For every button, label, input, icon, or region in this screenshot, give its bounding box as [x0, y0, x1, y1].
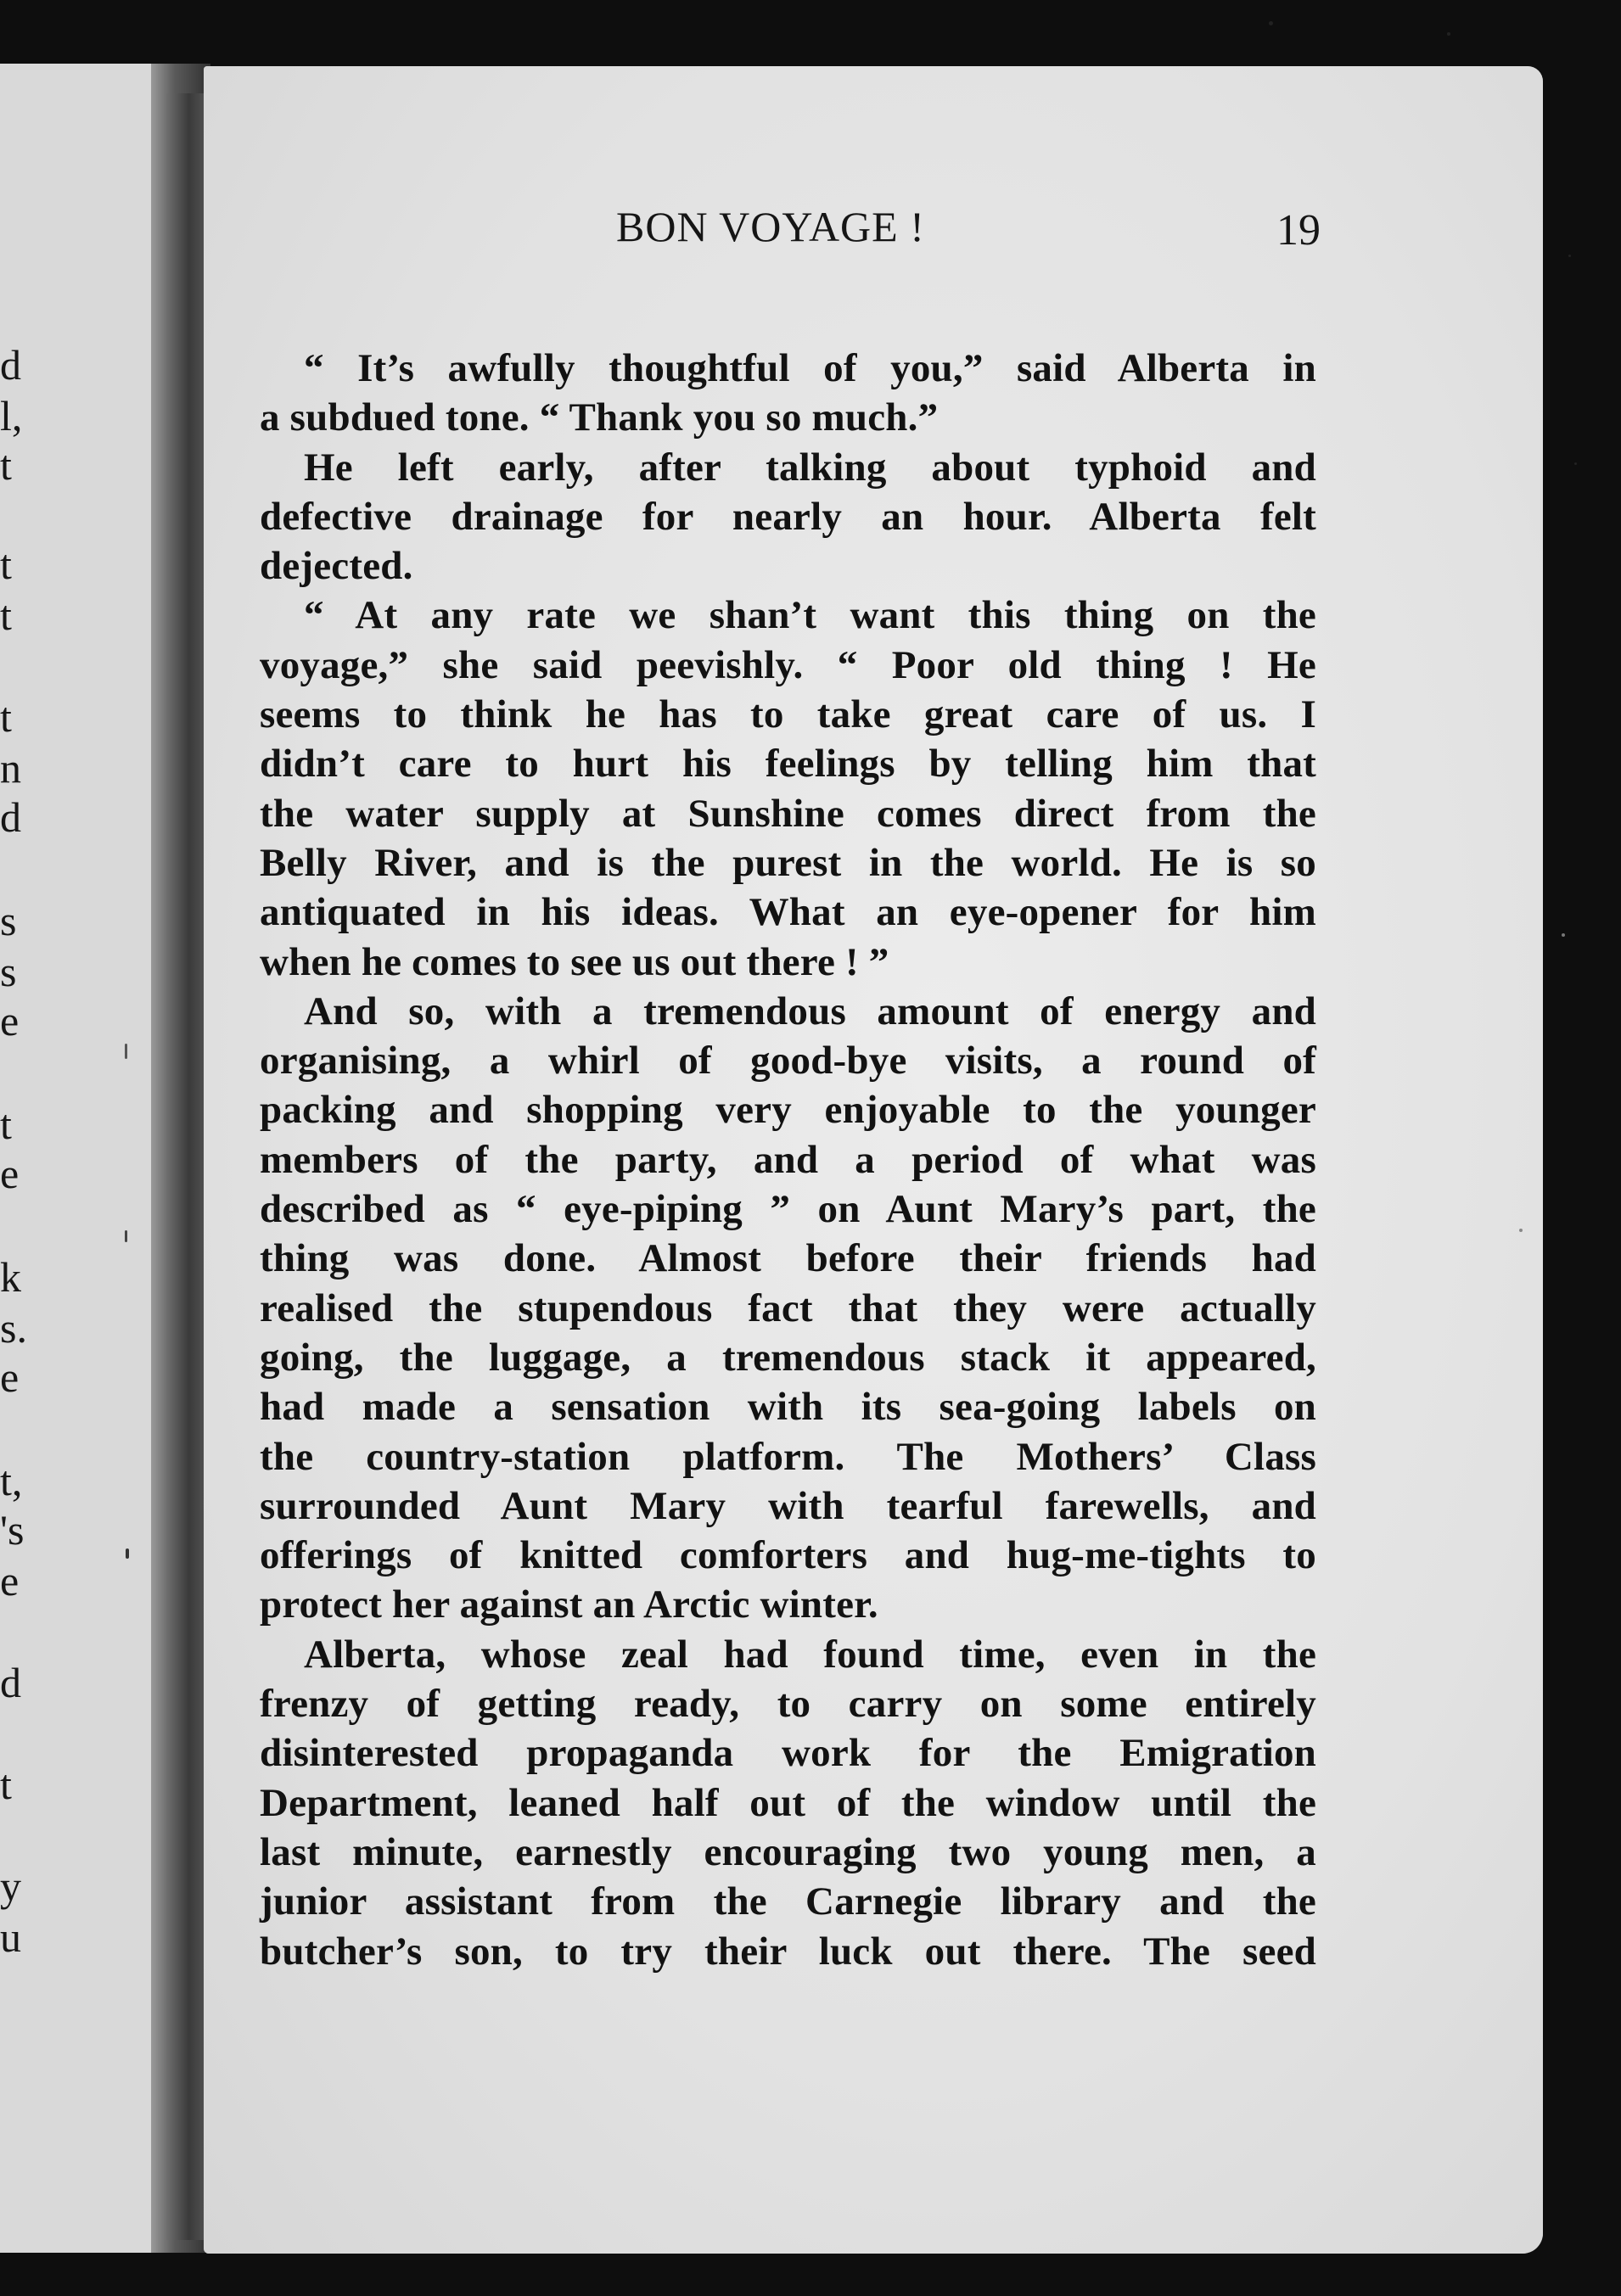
text-line: He left early, after talking about typhoid and — [304, 445, 1316, 490]
left-fragment: t — [0, 1761, 12, 1808]
text-line: disinterested propaganda work for the Emigration — [260, 1731, 1316, 1776]
left-fragment: t — [0, 693, 12, 741]
text-line: “ At any rate we shan’t want this thing on the — [304, 593, 1316, 638]
previous-page-edge — [0, 64, 151, 2253]
text-line: surrounded Aunt Mary with tearful farewells, and — [260, 1483, 1316, 1528]
text-line: defective drainage for nearly an hour. Alberta felt — [260, 494, 1316, 539]
text-line: organising, a whirl of good-bye visits, a round of — [260, 1039, 1316, 1084]
text-line: offerings of knitted comforters and hug-me-tights to — [260, 1533, 1316, 1578]
left-fragment: t — [0, 591, 12, 639]
text-line: when he comes to see us out there ! ” — [260, 939, 889, 984]
text-line: described as “ eye-piping ” on Aunt Mary’s part, the — [260, 1187, 1316, 1232]
left-fragment: s — [0, 948, 17, 995]
text-line: And so, with a tremendous amount of energy and — [304, 988, 1316, 1033]
left-fragment: s. — [0, 1304, 27, 1352]
left-fragment: t — [0, 540, 12, 588]
left-fragment: t, — [0, 1457, 23, 1504]
text-line: Belly River, and is the purest in the world. He is so — [260, 840, 1316, 885]
dust-speck — [125, 1230, 127, 1242]
left-fragment: k — [0, 1253, 21, 1301]
dust-speck — [1269, 21, 1273, 25]
left-fragment: 's — [0, 1506, 25, 1554]
text-line: didn’t care to hurt his feelings by telling him that — [260, 742, 1316, 787]
previous-page-text-fragments — [0, 64, 51, 2253]
text-line: the country-station platform. The Mothers’ Class — [260, 1434, 1316, 1479]
left-fragment: s — [0, 897, 17, 944]
dust-speck — [125, 1044, 127, 1059]
body-text — [260, 344, 1316, 1976]
text-line: thing was done. Almost before their friends had — [260, 1236, 1316, 1281]
dust-speck — [1447, 32, 1450, 36]
left-fragment: t — [0, 1100, 12, 1148]
dust-speck — [1568, 255, 1571, 257]
text-line: protect her against an Arctic winter. — [260, 1582, 878, 1627]
left-fragment: d — [0, 793, 21, 841]
left-fragment: e — [0, 1150, 20, 1197]
text-line: voyage,” she said peevishly. “ Poor old thing ! He — [260, 642, 1316, 687]
dust-speck — [1574, 462, 1577, 465]
text-line: frenzy of getting ready, to carry on some entirely — [260, 1682, 1316, 1727]
left-fragment: d — [0, 341, 21, 389]
text-line: Department, leaned half out of the window until the — [260, 1780, 1316, 1825]
text-line: dejected. — [260, 544, 413, 589]
text-line: butcher’s son, to try their luck out there. The seed — [260, 1929, 1316, 1974]
dust-speck — [1562, 933, 1565, 937]
left-fragment: y — [0, 1862, 21, 1910]
text-line: packing and shopping very enjoyable to the younger — [260, 1088, 1316, 1133]
text-line: “ It’s awfully thoughtful of you,” said Alberta in — [304, 346, 1316, 390]
text-line: members of the party, and a period of what was — [260, 1137, 1316, 1182]
text-line: seems to think he has to take great care of us. I — [260, 692, 1316, 737]
left-fragment: t — [0, 441, 12, 489]
text-line: a subdued tone. “ Thank you so much.” — [260, 395, 939, 440]
text-line: realised the stupendous fact that they were actually — [260, 1285, 1316, 1330]
left-fragment: e — [0, 997, 20, 1044]
page-header — [260, 182, 1321, 275]
text-line: the water supply at Sunshine comes direct from the — [260, 791, 1316, 836]
left-fragment: e — [0, 1353, 20, 1401]
text-line: had made a sensation with its sea-going labels on — [260, 1385, 1316, 1430]
left-fragment: d — [0, 1659, 21, 1706]
text-line: Alberta, whose zeal had found time, even in the — [304, 1632, 1316, 1677]
book-spine-shadow — [166, 93, 204, 2240]
page-number: 19 — [1276, 206, 1321, 255]
text-line: junior assistant from the Carnegie library and the — [260, 1879, 1316, 1924]
left-fragment: e — [0, 1557, 20, 1604]
left-fragment: l, — [0, 392, 23, 440]
left-fragment: n — [0, 744, 21, 792]
text-line: antiquated in his ideas. What an eye-opener for him — [260, 890, 1316, 935]
left-fragment: u — [0, 1913, 21, 1961]
dust-speck — [1519, 1229, 1523, 1232]
running-title: BON VOYAGE ! — [616, 203, 925, 250]
dust-speck — [126, 1548, 129, 1559]
text-line: last minute, earnestly encouraging two young men, a — [260, 1829, 1316, 1874]
text-line: going, the luggage, a tremendous stack it appeared, — [260, 1335, 1316, 1380]
